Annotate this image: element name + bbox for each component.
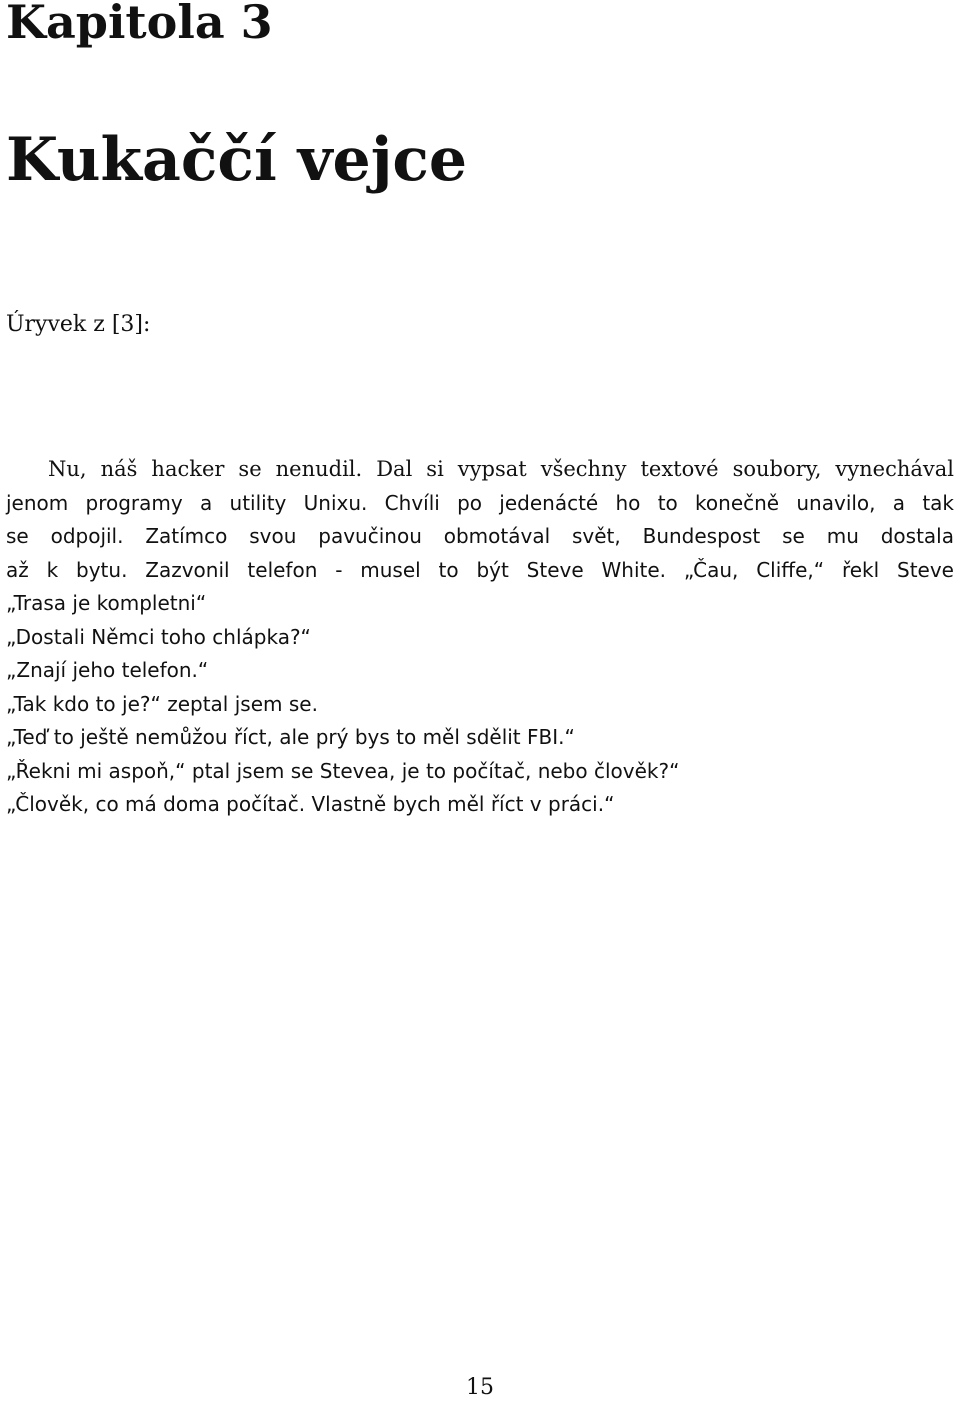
dialogue-line: „Řekni mi aspoň,“ ptal jsem se Stevea, je to počítač, nebo člověk?“ bbox=[6, 758, 680, 783]
dialogue-line: „Člověk, co má doma počítač. Vlastně bych měl říct v práci.“ bbox=[6, 792, 615, 816]
chapter-title: Kukaččí vejce bbox=[6, 125, 468, 195]
dialogue-line: „Trasa je kompletni“ bbox=[6, 591, 207, 615]
dialogue-line: „Dostali Němci toho chlápka?“ bbox=[6, 624, 311, 649]
dialogue-line: „Teď to ještě nemůžou říct, ale prý bys to měl sdělit FBI.“ bbox=[6, 725, 575, 749]
dialogue-line: „Tak kdo to je?“ zeptal jsem se. bbox=[6, 691, 318, 716]
dialogue-line: „Znají jeho telefon.“ bbox=[6, 658, 209, 682]
text-line: se odpojil. Zatímco svou pavučinou obmotával svět, Bundespost se mu dostala bbox=[6, 524, 954, 548]
page-number: 15 bbox=[466, 1375, 494, 1400]
chapter-label: Kapitola 3 bbox=[6, 0, 273, 49]
text-line: jenom programy a utility Unixu. Chvíli po jedenácté ho to konečně unavilo, a tak bbox=[6, 490, 954, 515]
excerpt-label: Úryvek z [3]: bbox=[6, 312, 151, 337]
text-line: až k bytu. Zazvonil telefon - musel to být Steve White. „Čau, Cliffe,“ řekl Steve bbox=[6, 557, 954, 582]
text-line: Nu, náš hacker se nenudil. Dal si vypsat všechny textové soubory, vynechával bbox=[48, 457, 954, 481]
excerpt-body bbox=[6, 453, 954, 822]
